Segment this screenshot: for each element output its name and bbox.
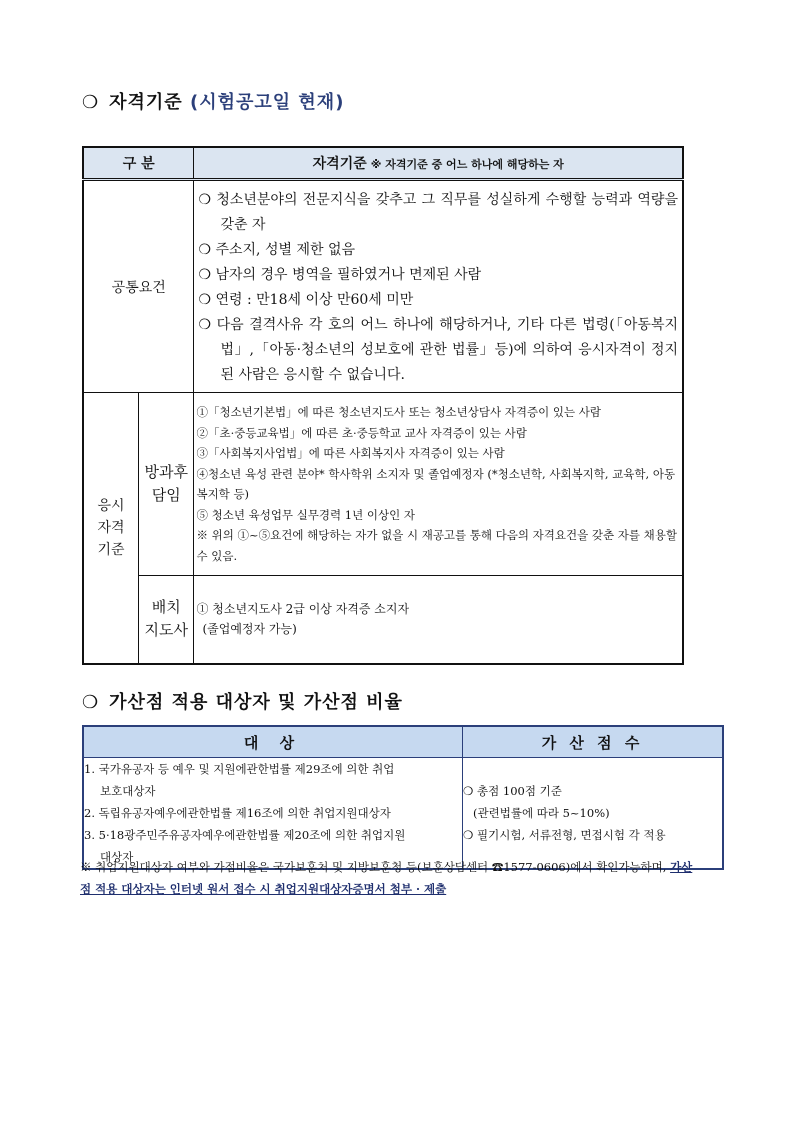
footnote-highlight: 가산점 적용 대상자는 인터넷 원서 접수 시 취업지원대상자증명서 첨부 · 제출	[80, 860, 693, 896]
header-criteria-note: ※ 자격기준 중 어느 하나에 해당하는 자	[370, 158, 564, 171]
list-item: ① 청소년지도사 2급 이상 자격증 소지자	[196, 601, 410, 616]
section-title-text: 가산점 적용 대상자 및 가산점 비율	[109, 692, 403, 713]
list-item: ❍ 필기시험, 서류전형, 면접시험 각 적용	[463, 828, 666, 842]
after-school-list	[194, 393, 683, 576]
apply-label-line: 기준	[97, 541, 125, 558]
header-points: 가 산 점 수	[463, 726, 723, 758]
table-header-row	[83, 726, 723, 758]
sub-label-line: 방과후	[144, 463, 188, 481]
sub-label-line: 배치	[151, 598, 181, 617]
list-item: ❍ 주소지, 성별 제한 없음	[198, 241, 355, 258]
list-item: (관련법률에 따라 5~10%)	[473, 806, 610, 820]
sub-label-line: 지도사	[144, 621, 188, 640]
header-category: 구 분	[83, 147, 194, 180]
placement-list	[194, 576, 683, 664]
bonus-targets-list	[83, 758, 463, 870]
circle-bullet-icon: ❍	[82, 92, 100, 113]
common-requirements-row	[83, 180, 683, 393]
section-title-qualification	[82, 88, 344, 114]
list-item: ②「초·중등교육법」에 따른 초·중등학교 교사 자격증이 있는 사람	[196, 425, 527, 440]
list-item: ④청소년 육성 관련 분야* 학사학위 소지자 및 졸업예정자 (*청소년학, 사회복지학, 교육학, 아동복지학 등)	[196, 466, 676, 501]
list-item: 3. 5·18광주민주유공자예우에관한법률 제20조에 의한 취업지원	[84, 828, 406, 842]
header-criteria	[194, 147, 683, 180]
apply-qualification-label	[83, 393, 138, 664]
bonus-content-row	[83, 758, 723, 870]
list-item: 1. 국가유공자 등 예우 및 지원에관한법률 제29조에 의한 취업	[84, 762, 395, 776]
footnote	[80, 856, 700, 900]
circle-bullet-icon: ❍	[82, 692, 100, 713]
bonus-points-table	[82, 725, 724, 870]
section-title-bonus	[82, 688, 403, 714]
list-item: (졸업예정자 가능)	[202, 622, 297, 637]
list-item: ③「사회복지사업법」에 따른 사회복지사 자격증이 있는 사람	[196, 446, 505, 460]
list-item: 2. 독립유공자예우에관한법률 제16조에 의한 취업지원대상자	[84, 806, 391, 820]
header-target: 대 상	[83, 726, 463, 758]
list-item: ※ 위의 ①~⑤요건에 해당하는 자가 없을 시 재공고를 통해 다음의 자격요건을 갖춘 자를 채용할 수 있음.	[196, 528, 677, 563]
list-item: ❍ 청소년분야의 전문지식을 갖추고 그 직무를 성실하게 수행할 능력과 역량을 갖춘 자	[198, 191, 678, 233]
after-school-row	[83, 393, 683, 576]
qualification-table	[82, 146, 684, 665]
list-item: ❍ 다음 결격사유 각 호의 어느 하나에 해당하거나, 기타 다른 법령(「아동복지법」,「아동·청소년의 성보호에 관한 법률」등)에 의하여 응시자격이 정지된 사람은 응시할 수 없습니다.	[198, 316, 678, 383]
section-title-paren: (시험공고일 현재)	[189, 92, 345, 113]
after-school-label	[138, 393, 193, 576]
table-header-row	[83, 147, 683, 180]
common-requirements-label: 공통요건	[83, 180, 194, 393]
header-criteria-label: 자격기준	[312, 156, 367, 172]
footnote-text: ※ 취업지원대상자 여부와 가점비율은 국가보훈처 및 지방보훈청 등(보훈상담센터 ☎1577-0606)에서 확인가능하며,	[80, 860, 667, 874]
bonus-points-list	[463, 758, 723, 870]
apply-label-line: 응시	[97, 497, 125, 514]
placement-row	[83, 576, 683, 664]
list-item: ❍ 남자의 경우 병역을 필하였거나 면제된 사람	[198, 266, 482, 283]
list-item: 대상자	[100, 850, 134, 864]
list-item: ❍ 연령 : 만18세 이상 만60세 미만	[198, 291, 414, 308]
list-item: 보호대상자	[100, 784, 156, 798]
list-item: ❍ 총점 100점 기준	[463, 784, 562, 798]
apply-label-line: 자격	[97, 519, 125, 536]
placement-label	[138, 576, 193, 664]
section-title-text: 자격기준	[109, 92, 183, 113]
common-requirements-list	[194, 180, 683, 393]
sub-label-line: 담임	[151, 486, 181, 504]
list-item: ⑤ 청소년 육성업무 실무경력 1년 이상인 자	[196, 507, 415, 522]
list-item: ①「청소년기본법」에 따른 청소년지도사 또는 청소년상담사 자격증이 있는 사람	[196, 405, 601, 419]
